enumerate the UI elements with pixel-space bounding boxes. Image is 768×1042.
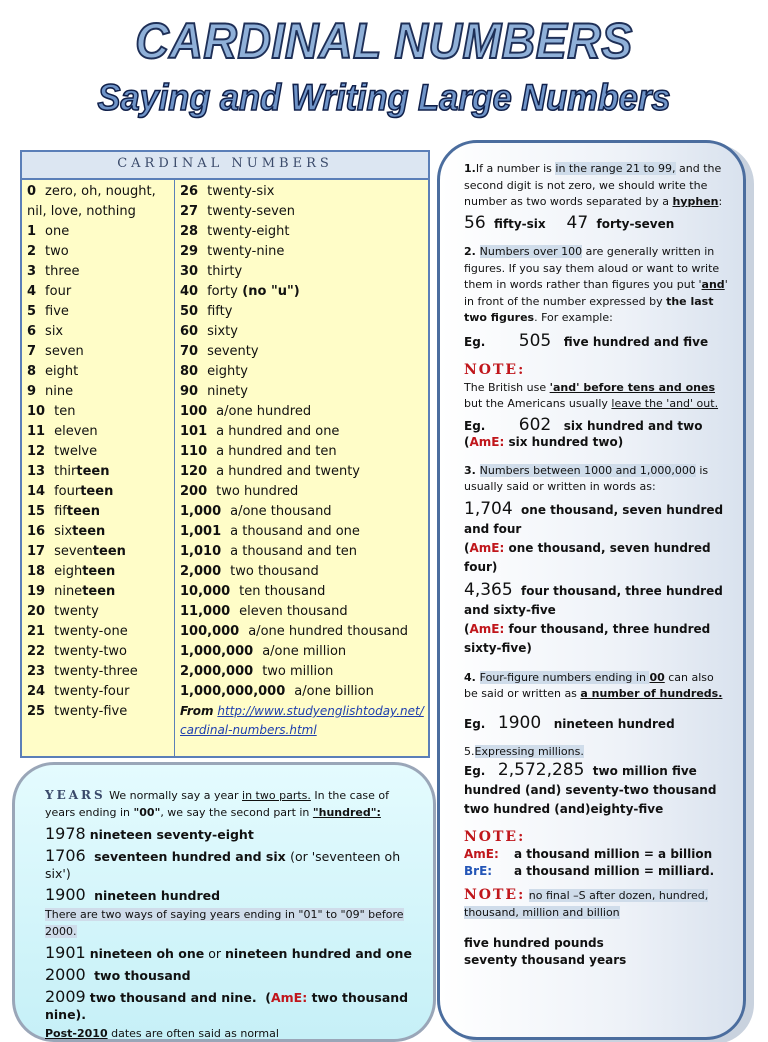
- number-word: thirty: [207, 264, 243, 279]
- number-row: [27, 242, 175, 262]
- rule-number: 3.: [464, 463, 480, 477]
- number-word: eigh: [54, 564, 83, 579]
- source-credit: [180, 702, 428, 740]
- number-row: [180, 282, 428, 302]
- number-figure: 100: [180, 404, 208, 419]
- number-figure: 9: [27, 384, 37, 399]
- number-row: [27, 222, 175, 242]
- two-ways-text: There are two ways of saying years ending in "01" to "09" before 2000.: [45, 908, 404, 938]
- number-row: [27, 302, 175, 322]
- number-word: two hundred: [216, 484, 299, 499]
- number-figure: 14: [27, 484, 46, 499]
- number-figure: 1,000,000: [180, 644, 254, 659]
- tail-example: seventy thousand years: [464, 952, 627, 967]
- ame-bre-row: [464, 846, 729, 863]
- number-row: [27, 542, 175, 562]
- rule-keyword: the last two figures: [464, 294, 714, 324]
- note-label: NOTE:: [464, 362, 526, 378]
- example-words: fifty-six: [494, 216, 546, 231]
- number-figure: 90: [180, 384, 199, 399]
- years-intro: [45, 787, 415, 821]
- ame-label: AmE:: [469, 540, 505, 555]
- number-row: [180, 462, 428, 482]
- number-word: six: [45, 324, 64, 339]
- ame-bre-row: [464, 863, 729, 880]
- rule-3: [464, 463, 729, 496]
- number-row: [180, 682, 428, 702]
- number-row: [27, 362, 175, 382]
- years-intro-text: "hundred":: [312, 806, 381, 819]
- tail-example: five hundred pounds: [464, 936, 604, 950]
- number-row: [180, 402, 428, 422]
- years-intro-text: , we say the second part in: [160, 806, 313, 819]
- number-word: one: [45, 224, 70, 239]
- year-words: nineteen hundred: [94, 888, 221, 903]
- number-row: [180, 382, 428, 402]
- number-word: thir: [54, 464, 77, 479]
- number-word: a hundred and twenty: [216, 464, 360, 479]
- number-figure: 27: [180, 204, 199, 219]
- number-figure: 11: [27, 424, 46, 439]
- year-example: [45, 886, 415, 904]
- rule-5: [464, 744, 729, 761]
- number-row: [27, 582, 175, 602]
- number-figure: 18: [27, 564, 46, 579]
- number-figure: 28: [180, 224, 199, 239]
- number-word: twenty: [54, 604, 99, 619]
- number-figure: 100,000: [180, 624, 240, 639]
- number-figure: 1,000,000,000: [180, 684, 286, 699]
- number-word: a/one hundred thousand: [248, 624, 409, 639]
- year-or: or: [204, 946, 225, 961]
- number-word: a hundred and ten: [216, 444, 337, 459]
- number-word: nine: [54, 584, 83, 599]
- example-words: forty-seven: [596, 216, 675, 231]
- year-words: nineteen seventy-eight: [89, 827, 254, 842]
- years-intro-text: In the case of years ending in: [45, 789, 390, 819]
- page-title: CARDINAL NUMBERS: [135, 13, 633, 69]
- example-words: four thousand, three hundred sixty-five): [464, 621, 711, 655]
- number-word: a hundred and one: [216, 424, 340, 439]
- number-word: a/one thousand: [230, 504, 332, 519]
- number-figure: 22: [27, 644, 46, 659]
- number-figure: 25: [27, 704, 46, 719]
- number-row: [27, 702, 175, 722]
- example-number: 47: [566, 212, 589, 233]
- rule-text: If a number is: [475, 162, 556, 175]
- number-figure: 16: [27, 524, 46, 539]
- number-row: [27, 522, 175, 542]
- number-row: [27, 282, 175, 302]
- number-figure: 3: [27, 264, 37, 279]
- year-example: [45, 966, 415, 984]
- years-intro-text: "00": [133, 806, 161, 819]
- number-figure: 30: [180, 264, 199, 279]
- number-word: twenty-five: [54, 704, 128, 719]
- note-label: NOTE:: [464, 828, 526, 845]
- number-row: [180, 622, 428, 642]
- years-intro-text: We normally say a year: [109, 789, 243, 802]
- rule-highlight: Expressing millions.: [474, 745, 584, 758]
- number-figure: 50: [180, 304, 199, 319]
- rule-highlight: Four-figure numbers ending in: [479, 670, 650, 684]
- year-words: two thousand: [94, 968, 191, 983]
- year-number: 2000: [45, 965, 86, 984]
- number-figure: 20: [27, 604, 46, 619]
- number-word: fifty: [207, 304, 233, 319]
- number-figure: 4: [27, 284, 37, 299]
- two-ways-note: [45, 906, 415, 940]
- number-word-suffix: teen: [66, 504, 100, 519]
- year-example: [45, 944, 415, 962]
- number-word: eighty: [207, 364, 248, 379]
- note-3: [464, 887, 729, 921]
- year-example: 2009 two thousand and nine. (AmE: two thousand nine).: [45, 987, 409, 1022]
- number-word: seven: [54, 544, 93, 559]
- number-row: [180, 642, 428, 662]
- number-word: twelve: [54, 444, 98, 459]
- number-row: [27, 182, 175, 222]
- rules-box: [437, 140, 746, 1040]
- example-number: 1900: [497, 712, 542, 733]
- number-figure: 13: [27, 464, 46, 479]
- number-row: [180, 302, 428, 322]
- number-word: eight: [45, 364, 79, 379]
- eg-label: Eg.: [464, 418, 486, 433]
- number-word: twenty-two: [54, 644, 127, 659]
- number-word: five: [45, 304, 69, 319]
- number-word: twenty-seven: [207, 204, 296, 219]
- number-row: [27, 642, 175, 662]
- example-row: [464, 414, 729, 435]
- number-figure: 15: [27, 504, 46, 519]
- rule-2: [464, 244, 729, 327]
- number-word: twenty-six: [207, 184, 275, 199]
- number-word: twenty-four: [54, 684, 130, 699]
- number-figure: 19: [27, 584, 46, 599]
- rule-keyword: 00: [649, 670, 665, 684]
- year-number: 1706: [45, 846, 86, 865]
- number-figure: 40: [180, 284, 199, 299]
- number-word: twenty-one: [54, 624, 128, 639]
- number-row: [27, 662, 175, 682]
- number-word: six: [54, 524, 73, 539]
- example-row: [464, 761, 729, 819]
- number-figure: 60: [180, 324, 199, 339]
- rule-text: :: [718, 195, 723, 208]
- year-number: 1900: [45, 885, 86, 904]
- note-label: NOTE:: [464, 887, 526, 903]
- number-figure: 12: [27, 444, 46, 459]
- number-row: [180, 202, 428, 222]
- year-example: [45, 825, 415, 843]
- number-row: [27, 482, 175, 502]
- rule-text: is usually said or written in words as:: [464, 463, 709, 493]
- number-figure: 1,010: [180, 544, 222, 559]
- number-row: [27, 422, 175, 442]
- number-row: [27, 462, 175, 482]
- number-figure: 10: [27, 404, 46, 419]
- number-figure: 1: [27, 224, 37, 239]
- number-word: ninety: [207, 384, 248, 399]
- example-number: 1,704: [464, 498, 513, 519]
- number-word: four: [54, 484, 81, 499]
- ame-text: a thousand million = a billion: [514, 847, 713, 861]
- number-figure: 70: [180, 344, 199, 359]
- years-heading: YEARS: [45, 788, 106, 802]
- number-word: two million: [262, 664, 334, 679]
- number-word: eleven: [54, 424, 98, 439]
- number-figure: 10,000: [180, 584, 231, 599]
- rule-highlight: Numbers between 1000 and 1,000,000: [479, 463, 696, 477]
- number-row: [180, 242, 428, 262]
- number-row: [27, 622, 175, 642]
- rule-number: 1.: [464, 162, 476, 175]
- number-word: forty: [207, 284, 238, 299]
- example-number: 56: [464, 212, 486, 233]
- number-figure: 5: [27, 304, 37, 319]
- rule-number: 4.: [464, 670, 480, 684]
- number-word-suffix: teen: [92, 544, 126, 559]
- year-words: nineteen oh one: [89, 946, 205, 961]
- number-row: [180, 362, 428, 382]
- number-word-suffix: (no "u"): [237, 284, 300, 299]
- number-figure: 1,001: [180, 524, 222, 539]
- year-number: 1978: [45, 824, 86, 843]
- rule-number: 5.: [464, 745, 475, 758]
- number-word-suffix: teen: [72, 524, 106, 539]
- rule-4: [464, 670, 729, 703]
- number-figure: 17: [27, 544, 46, 559]
- number-word: ten thousand: [239, 584, 326, 599]
- example-row: [464, 212, 729, 233]
- number-row: [27, 562, 175, 582]
- number-word: nine: [45, 384, 74, 399]
- example-number: 4,365: [464, 579, 513, 600]
- example-words: four thousand, three hundred and sixty-five: [464, 583, 723, 617]
- rule-highlight: Numbers over 100: [479, 245, 583, 258]
- table-left-column: [27, 182, 175, 722]
- example-words: six hundred two): [504, 435, 624, 449]
- number-row: [27, 402, 175, 422]
- number-row: [27, 322, 175, 342]
- year-number: 1901: [45, 943, 86, 962]
- example-row: 4,365 four thousand, three hundred and sixty-five (AmE: four thousand, three hundred sixty-five): [464, 579, 723, 655]
- post-2010-label: Post-2010: [45, 1027, 108, 1040]
- number-figure: 23: [27, 664, 46, 679]
- rule-text: ' in front of the number expressed by: [464, 278, 728, 308]
- number-row: [27, 442, 175, 462]
- post-2010-text: dates are often said as normal: [107, 1027, 279, 1040]
- number-word: a thousand and ten: [230, 544, 358, 559]
- number-word: two thousand: [230, 564, 319, 579]
- rule-text: . For example:: [534, 311, 613, 324]
- table-right-column: [180, 182, 428, 740]
- eg-label: Eg.: [464, 716, 486, 731]
- rule-keyword: hyphen: [672, 195, 719, 208]
- number-figure: 1,000: [180, 504, 222, 519]
- number-word: a/one hundred: [216, 404, 312, 419]
- number-word: a thousand and one: [230, 524, 360, 539]
- number-row: [180, 342, 428, 362]
- year-words: two thousand nine).: [45, 990, 409, 1022]
- number-row: [180, 542, 428, 562]
- number-word: ten: [54, 404, 76, 419]
- note-2-heading: [464, 829, 729, 847]
- number-figure: 2: [27, 244, 37, 259]
- number-word: twenty-eight: [207, 224, 290, 239]
- number-word-suffix: teen: [80, 484, 114, 499]
- number-row: [180, 182, 428, 202]
- note-text: but the Americans usually: [464, 397, 612, 410]
- number-row: [180, 522, 428, 542]
- number-row: [180, 222, 428, 242]
- years-intro-text: in two parts.: [242, 789, 311, 802]
- number-figure: 101: [180, 424, 208, 439]
- example-number: 505: [518, 330, 552, 351]
- number-word: seven: [45, 344, 84, 359]
- rule-keyword: and: [701, 278, 725, 291]
- note-text: The British use: [464, 380, 550, 394]
- number-word: four: [45, 284, 72, 299]
- rule-text: can also be said or written as: [464, 670, 714, 700]
- ame-label: AmE:: [464, 847, 499, 861]
- number-row: [27, 602, 175, 622]
- number-word: fif: [54, 504, 67, 519]
- example-words: two million five hundred (and) seventy-two thousand two hundred (and)eighty-five: [464, 763, 717, 816]
- number-figure: 26: [180, 184, 199, 199]
- number-word: sixty: [207, 324, 238, 339]
- number-figure: 80: [180, 364, 199, 379]
- note-text: no final –S after dozen, hundred, thousand, million and billion: [464, 889, 709, 919]
- year-example: [45, 847, 415, 882]
- example-number: 602: [518, 414, 552, 435]
- number-row: [180, 662, 428, 682]
- number-row: [180, 482, 428, 502]
- example-row: 1,704 one thousand, seven hundred and four (AmE: one thousand, seven hundred four): [464, 498, 724, 574]
- number-word: two: [45, 244, 69, 259]
- example-words: one thousand, seven hundred and four: [464, 502, 724, 536]
- example-ame: [464, 434, 729, 451]
- paren: (: [464, 435, 470, 449]
- year-words: nineteen hundred and one: [225, 946, 412, 961]
- number-word-suffix: teen: [82, 564, 116, 579]
- page-subtitle: Saying and Writing Large Numbers: [97, 77, 671, 118]
- example-words: nineteen hundred: [553, 716, 675, 731]
- number-figure: 2,000: [180, 564, 222, 579]
- ame-label: AmE:: [469, 435, 505, 449]
- number-figure: 21: [27, 624, 46, 639]
- number-word: three: [45, 264, 80, 279]
- number-row: [27, 382, 175, 402]
- rule-1: [464, 161, 729, 211]
- number-figure: 24: [27, 684, 46, 699]
- number-row: [27, 342, 175, 362]
- number-figure: 200: [180, 484, 208, 499]
- rule-highlight: in the range 21 to 99,: [555, 162, 676, 175]
- number-figure: 11,000: [180, 604, 231, 619]
- post-2010-note: [45, 1025, 415, 1042]
- number-row: [180, 262, 428, 282]
- number-row: [27, 262, 175, 282]
- year-words: seventeen hundred and six: [94, 849, 286, 864]
- year-alt: (or 'seventeen oh six'): [45, 849, 401, 881]
- eg-label: Eg.: [464, 763, 486, 778]
- number-word: seventy: [207, 344, 259, 359]
- source-label: From: [180, 704, 214, 718]
- number-row: [27, 502, 175, 522]
- number-word: a/one billion: [294, 684, 374, 699]
- note-1-heading: [464, 362, 729, 380]
- rule-text: are generally written in figures. If you say them aloud or want to write them in words rather than figures you put ': [464, 245, 720, 291]
- years-box: [12, 762, 436, 1042]
- number-word: twenty-nine: [207, 244, 285, 259]
- ame-label: AmE:: [469, 621, 505, 636]
- note-1: [464, 380, 729, 413]
- number-word: twenty-three: [54, 664, 138, 679]
- bre-text: a thousand million = milliard.: [514, 863, 715, 878]
- number-row: [180, 322, 428, 342]
- eg-label: Eg.: [464, 334, 486, 349]
- number-figure: 29: [180, 244, 199, 259]
- example-row: [464, 712, 729, 733]
- number-word: a/one million: [262, 644, 347, 659]
- number-word-suffix: teen: [76, 464, 110, 479]
- bre-label: BrE:: [464, 863, 493, 878]
- year-words: two thousand and nine: [89, 990, 252, 1005]
- table-header: CARDINAL NUMBERS: [22, 152, 428, 180]
- number-row: [180, 562, 428, 582]
- number-row: [180, 582, 428, 602]
- example-words: one thousand, seven hundred four): [464, 540, 711, 574]
- number-figure: 120: [180, 464, 208, 479]
- example-words: five hundred and five: [563, 334, 709, 349]
- year-number: 2009: [45, 987, 86, 1006]
- note-keyword: leave the 'and' out.: [611, 397, 719, 410]
- number-word-suffix: teen: [82, 584, 116, 599]
- number-figure: 7: [27, 344, 37, 359]
- example-words: six hundred and two: [563, 418, 703, 433]
- cardinal-numbers-table: [20, 150, 430, 758]
- rule-number: 2.: [464, 245, 480, 258]
- example-number: 2,572,285: [497, 759, 585, 780]
- rule-text: and the second digit is not zero, we should write the number as two words separated by a: [464, 162, 722, 208]
- note-keyword: 'and' before tens and ones: [549, 380, 715, 394]
- number-figure: 2,000,000: [180, 664, 254, 679]
- number-figure: 6: [27, 324, 37, 339]
- number-row: [180, 422, 428, 442]
- ame-label: AmE:: [270, 990, 308, 1005]
- example-row: [464, 330, 729, 351]
- number-row: [180, 602, 428, 622]
- number-word: eleven thousand: [239, 604, 348, 619]
- number-row: [180, 442, 428, 462]
- number-figure: 0: [27, 184, 37, 199]
- source-link[interactable]: http://www.studyenglishtoday.net/ cardinal-numbers.html: [180, 704, 424, 737]
- number-figure: 110: [180, 444, 208, 459]
- number-word: zero, oh, nought, nil, love, nothing: [27, 184, 156, 219]
- number-row: [27, 682, 175, 702]
- number-row: [180, 502, 428, 522]
- rule-keyword: a number of hundreds.: [580, 687, 723, 700]
- number-figure: 8: [27, 364, 37, 379]
